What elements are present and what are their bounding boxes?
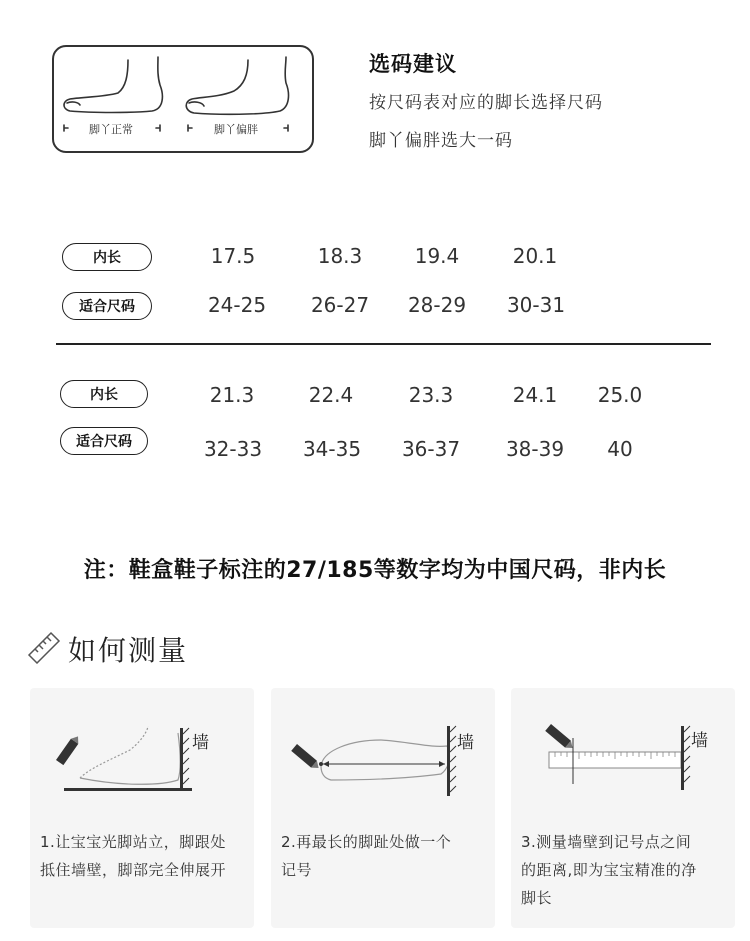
wide-foot-outline xyxy=(186,57,288,114)
step-2-text: 2.再最长的脚趾处做一个 记号 xyxy=(281,833,452,879)
measure-step-card-2 xyxy=(271,688,495,928)
wide-foot-label: 脚丫偏胖 xyxy=(214,123,258,136)
normal-foot-label: 脚丫正常 xyxy=(89,123,133,136)
table-divider xyxy=(56,343,711,345)
size-cell: 30-31 xyxy=(506,293,566,317)
length-cell: 19.4 xyxy=(414,244,460,268)
mark-longest-toe-drawing xyxy=(271,688,495,818)
fit-size-label-1: 适合尺码 xyxy=(62,292,152,320)
length-cell: 25.0 xyxy=(597,383,643,407)
size-cell: 36-37 xyxy=(401,437,461,461)
wall-label: 墙 xyxy=(457,733,474,753)
measure-distance-drawing xyxy=(511,688,735,818)
size-cell: 28-29 xyxy=(407,293,467,317)
advice-title: 选码建议 xyxy=(369,52,457,76)
wall-label: 墙 xyxy=(192,733,209,753)
inner-length-label-2: 内长 xyxy=(60,380,148,408)
foot-against-wall-drawing xyxy=(30,688,254,818)
size-cell: 32-33 xyxy=(203,437,263,461)
size-note: 注：鞋盒鞋子标注的27/185等数字均为中国尺码，非内长 xyxy=(83,558,667,583)
ruler-icon xyxy=(26,630,62,664)
measure-step-card-1 xyxy=(30,688,254,928)
measure-step-card-3 xyxy=(511,688,735,928)
length-cell: 22.4 xyxy=(308,383,354,407)
size-cell: 24-25 xyxy=(207,293,267,317)
step-1-text: 1.让宝宝光脚站立，脚跟处 抵住墙壁，脚部完全伸展开 xyxy=(40,833,227,879)
length-cell: 21.3 xyxy=(209,383,255,407)
step-3-text: 3.测量墙壁到记号点之间 的距离,即为宝宝精准的净 脚长 xyxy=(521,833,697,907)
size-cell: 40 xyxy=(607,437,633,461)
size-cell: 38-39 xyxy=(505,437,565,461)
size-cell: 34-35 xyxy=(302,437,362,461)
length-cell: 24.1 xyxy=(512,383,558,407)
length-cell: 23.3 xyxy=(408,383,454,407)
inner-length-label-1: 内长 xyxy=(62,243,152,271)
length-cell: 17.5 xyxy=(210,244,256,268)
length-cell: 20.1 xyxy=(512,244,558,268)
wall-label: 墙 xyxy=(691,731,708,751)
advice-line-1: 按尺码表对应的脚长选择尺码 xyxy=(369,93,603,113)
fit-size-label-2: 适合尺码 xyxy=(60,427,148,455)
how-to-measure-title: 如何测量 xyxy=(68,634,189,667)
length-cell: 18.3 xyxy=(317,244,363,268)
advice-line-2: 脚丫偏胖选大一码 xyxy=(369,131,513,151)
size-cell: 26-27 xyxy=(310,293,370,317)
